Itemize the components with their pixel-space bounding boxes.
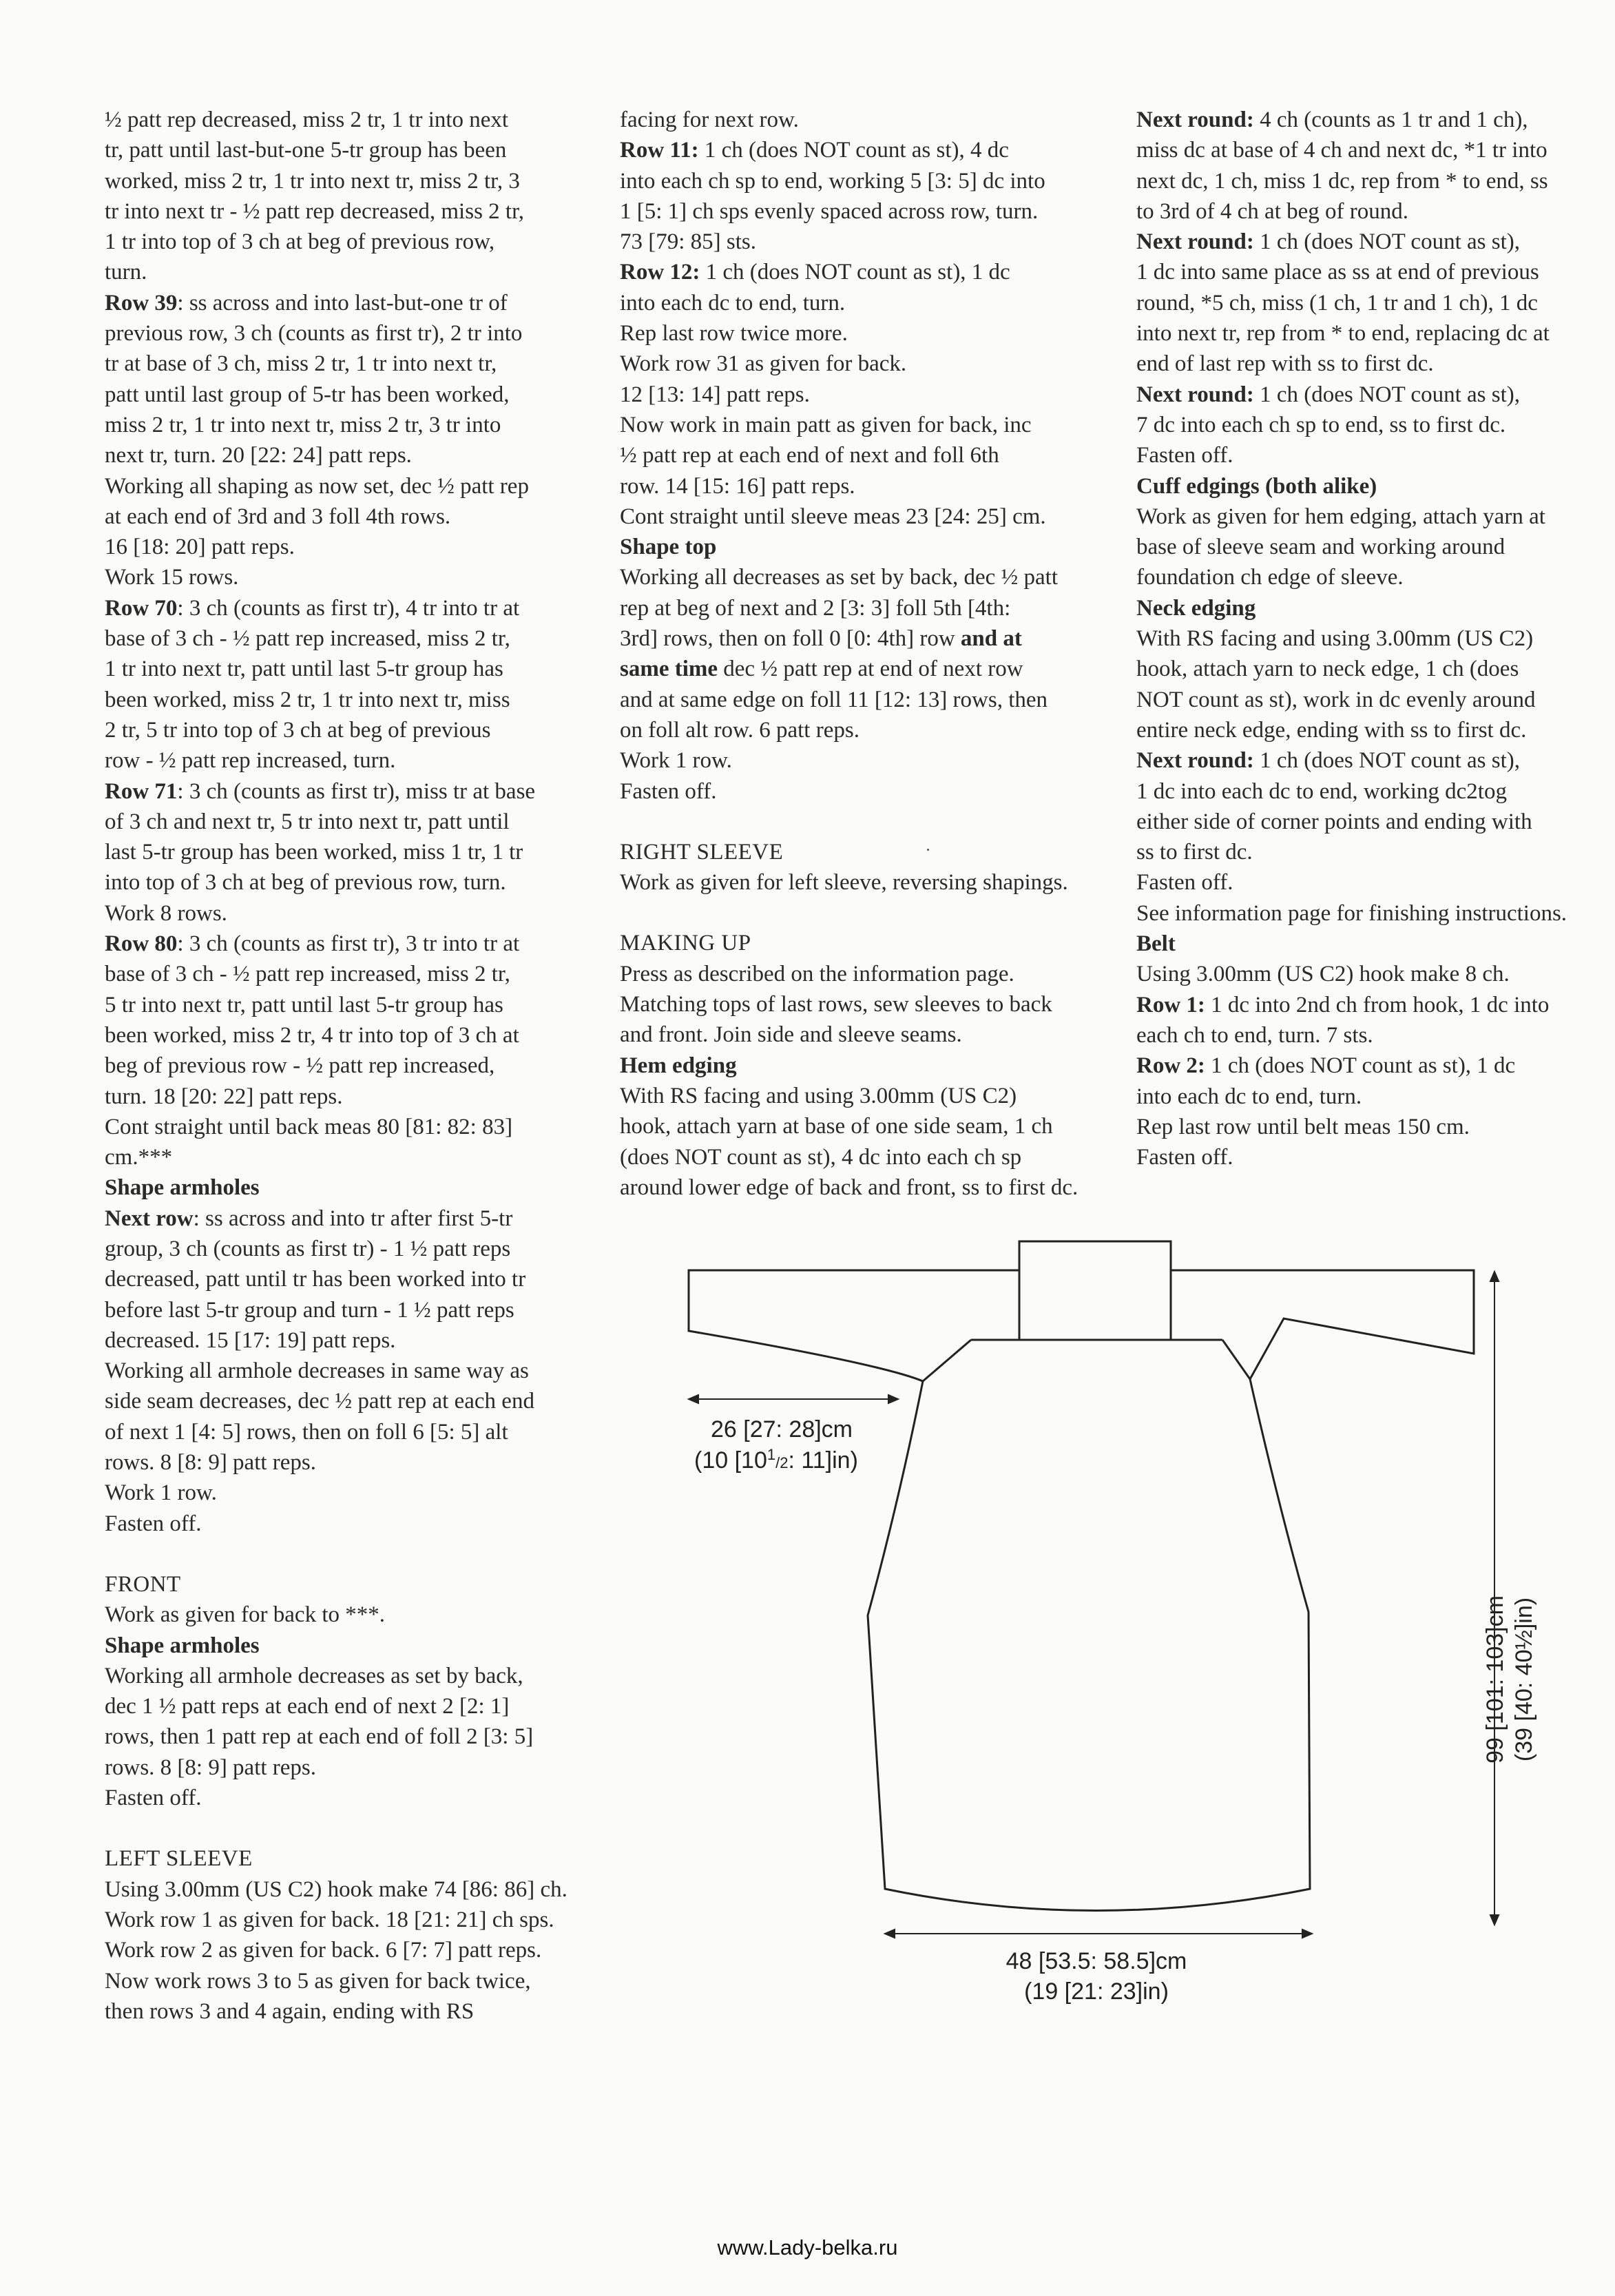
text-line bbox=[620, 196, 1116, 227]
text-line bbox=[1136, 685, 1615, 715]
text-line bbox=[620, 318, 1116, 349]
line-text: facing for next row. bbox=[620, 107, 799, 132]
line-text: Working all decreases as set by back, dec ½ patt bbox=[620, 565, 1059, 590]
line-text: and at same edge on foll 11 [12: 13] rows, then bbox=[620, 687, 1048, 712]
line-text: on foll alt row. 6 patt reps. bbox=[620, 717, 859, 743]
text-line bbox=[1136, 318, 1615, 349]
line-text: Work as given for back to ***. bbox=[105, 1602, 385, 1628]
bold-label: Row 2: bbox=[1136, 1053, 1205, 1079]
line-text: 1 dc into 2nd ch from hook, 1 dc into bbox=[1205, 992, 1550, 1017]
text-line bbox=[105, 1874, 594, 1905]
line-text: With RS facing and using 3.00mm (US C2) bbox=[620, 1083, 1017, 1108]
line-text: 1 ch (does NOT count as st), 1 dc bbox=[1205, 1053, 1516, 1079]
line-text: decreased, patt until tr has been worked into tr bbox=[105, 1267, 526, 1292]
subheading bbox=[1136, 471, 1615, 501]
text-line bbox=[105, 1417, 594, 1447]
text-line bbox=[1136, 257, 1615, 287]
text-line bbox=[105, 105, 594, 135]
text-line bbox=[105, 1234, 594, 1264]
text-line bbox=[1136, 898, 1615, 929]
line-text: group, 3 ch (counts as first tr) - 1 ½ patt reps bbox=[105, 1236, 511, 1261]
line-text: base of 3 ch - ½ patt rep increased, miss 2 tr, bbox=[105, 962, 510, 987]
text-line bbox=[105, 715, 594, 745]
text-line bbox=[105, 196, 594, 227]
line-text: side seam decreases, dec ½ patt rep at each end bbox=[105, 1389, 534, 1414]
line-text: worked, miss 2 tr, 1 tr into next tr, miss 2 tr, 3 bbox=[105, 168, 520, 194]
text-line bbox=[105, 1996, 594, 2027]
text-line bbox=[105, 1142, 594, 1172]
line-text: Press as described on the information page. bbox=[620, 961, 1014, 986]
line-text: 16 [18: 20] patt reps. bbox=[105, 535, 295, 560]
text-line bbox=[105, 532, 594, 562]
line-text: of next 1 [4: 5] rows, then on foll 6 [5: 5] alt bbox=[105, 1419, 508, 1445]
text-line bbox=[1136, 380, 1615, 410]
line-text: Rep last row until belt meas 150 cm. bbox=[1136, 1114, 1470, 1139]
line-text: into each ch sp to end, working 5 [3: 5] dc into bbox=[620, 168, 1045, 194]
text-line bbox=[105, 1600, 594, 1630]
text-line bbox=[620, 227, 1116, 257]
line-text: and front. Join side and sleeve seams. bbox=[620, 1022, 962, 1048]
text-line bbox=[105, 1478, 594, 1508]
line-text: Rep last row twice more. bbox=[620, 321, 848, 347]
text-line bbox=[1136, 349, 1615, 379]
text-line bbox=[105, 1325, 594, 1356]
line-text: entire neck edge, ending with ss to first dc. bbox=[1136, 717, 1527, 743]
line-text: Working all armhole decreases in same way as bbox=[105, 1358, 529, 1384]
line-text: of 3 ch and next tr, 5 tr into next tr, patt until bbox=[105, 809, 510, 834]
bold-label: Shape armholes bbox=[105, 1633, 260, 1658]
line-text: With RS facing and using 3.00mm (US C2) bbox=[1136, 626, 1534, 652]
bold-label: same time bbox=[620, 656, 718, 682]
bold-label: Hem edging bbox=[620, 1053, 737, 1078]
bold-label: Row 80 bbox=[105, 931, 178, 957]
text-line bbox=[1136, 532, 1615, 562]
text-line bbox=[620, 440, 1116, 470]
bold-label: Next round: bbox=[1136, 748, 1254, 774]
bold-label: Row 39 bbox=[105, 290, 178, 316]
text-line bbox=[105, 1661, 594, 1691]
bold-label: Row 71 bbox=[105, 778, 178, 804]
line-text: hook, attach yarn to neck edge, 1 ch (does bbox=[1136, 656, 1519, 682]
line-text: then rows 3 and 4 again, ending with RS bbox=[105, 1998, 475, 2024]
line-text: 1 tr into top of 3 ch at beg of previous row, bbox=[105, 229, 495, 255]
armhole-seam-right bbox=[1222, 1340, 1250, 1379]
text-line bbox=[105, 1721, 594, 1752]
line-text: next tr, turn. 20 [22: 24] patt reps. bbox=[105, 443, 412, 468]
bold-label: Row 11: bbox=[620, 138, 699, 163]
subheading bbox=[1136, 929, 1615, 959]
line-text: Work row 2 as given for back. 6 [7: 7] patt reps. bbox=[105, 1938, 542, 1963]
line-text: : ss across and into last-but-one tr of bbox=[177, 290, 508, 316]
section-heading: RIGHT SLEEVE bbox=[620, 839, 784, 865]
text-line bbox=[1136, 745, 1615, 776]
line-text: rep at beg of next and 2 [3: 3] foll 5th [4th: bbox=[620, 595, 1011, 621]
line-text: row. 14 [15: 16] patt reps. bbox=[620, 473, 855, 499]
subheading bbox=[620, 532, 1116, 562]
line-text: ½ patt rep at each end of next and foll 6th bbox=[620, 443, 999, 468]
text-column-3 bbox=[1136, 105, 1615, 1172]
text-line bbox=[620, 1081, 1116, 1111]
text-line bbox=[105, 257, 594, 287]
line-text: 1 ch (does NOT count as st), 4 dc bbox=[698, 138, 1009, 163]
bold-label: Cuff edgings (both alike) bbox=[1136, 473, 1377, 499]
line-text: end of last rep with ss to first dc. bbox=[1136, 351, 1434, 377]
text-line bbox=[105, 745, 594, 776]
line-text: : ss across and into tr after first 5-tr bbox=[193, 1206, 513, 1231]
spacer bbox=[620, 898, 1116, 928]
line-text: each ch to end, turn. 7 sts. bbox=[1136, 1022, 1373, 1048]
text-line bbox=[1136, 990, 1615, 1020]
spacer bbox=[105, 1539, 594, 1569]
text-line bbox=[1136, 1051, 1615, 1081]
text-line bbox=[1136, 440, 1615, 470]
line-text: Work 15 rows. bbox=[105, 565, 239, 590]
line-text: patt until last group of 5-tr has been worked, bbox=[105, 382, 510, 407]
line-text: (does NOT count as st), 4 dc into each ch sp bbox=[620, 1144, 1022, 1170]
section-heading: MAKING UP bbox=[620, 931, 751, 956]
text-line bbox=[620, 867, 1116, 898]
line-text: into next tr, rep from * to end, replacing dc at bbox=[1136, 321, 1550, 347]
line-text: turn. bbox=[105, 260, 147, 285]
bold-label: Neck edging bbox=[1136, 595, 1256, 621]
line-text: 1 ch (does NOT count as st), bbox=[1253, 748, 1520, 774]
text-line bbox=[1136, 959, 1615, 989]
bold-label: Belt bbox=[1136, 931, 1176, 957]
text-line bbox=[105, 1752, 594, 1783]
text-line bbox=[105, 654, 594, 684]
text-line bbox=[1136, 166, 1615, 196]
line-text: turn. 18 [20: 22] patt reps. bbox=[105, 1084, 343, 1109]
text-line bbox=[105, 318, 594, 349]
line-text: beg of previous row - ½ patt rep increased, bbox=[105, 1053, 495, 1079]
text-line bbox=[1136, 776, 1615, 807]
spacer bbox=[620, 807, 1116, 837]
line-text: row - ½ patt rep increased, turn. bbox=[105, 748, 396, 774]
line-text: 1 dc into each dc to end, working dc2tog bbox=[1136, 778, 1507, 804]
text-line bbox=[105, 380, 594, 410]
text-line bbox=[1136, 288, 1615, 318]
text-line bbox=[105, 288, 594, 318]
text-line bbox=[620, 380, 1116, 410]
line-text: dec ½ patt rep at end of next row bbox=[718, 656, 1023, 682]
line-text: rows. 8 [8: 9] patt reps. bbox=[105, 1755, 317, 1780]
line-text: Work 8 rows. bbox=[105, 900, 227, 926]
line-text: tr into next tr - ½ patt rep decreased, miss 2 tr, bbox=[105, 198, 525, 224]
text-line bbox=[620, 257, 1116, 287]
subheading bbox=[620, 1051, 1116, 1081]
line-text: hook, attach yarn at base of one side seam, 1 ch bbox=[620, 1114, 1053, 1139]
spacer bbox=[105, 1813, 594, 1843]
line-text: : 3 ch (counts as first tr), miss tr at base bbox=[177, 778, 536, 804]
text-line bbox=[1136, 867, 1615, 898]
line-text: 7 dc into each ch sp to end, ss to first dc. bbox=[1136, 412, 1506, 437]
text-line bbox=[1136, 227, 1615, 257]
text-line bbox=[105, 1082, 594, 1112]
text-line bbox=[1136, 623, 1615, 654]
subheading bbox=[1136, 593, 1615, 623]
line-text: previous row, 3 ch (counts as first tr), 2 tr into bbox=[105, 321, 523, 347]
line-text: 1 ch (does NOT count as st), bbox=[1253, 229, 1520, 255]
text-line bbox=[620, 166, 1116, 196]
line-text: Matching tops of last rows, sew sleeves to back bbox=[620, 992, 1052, 1017]
line-text: Cont straight until back meas 80 [81: 82: 83] bbox=[105, 1114, 513, 1139]
line-text: 4 ch (counts as 1 tr and 1 ch), bbox=[1253, 107, 1528, 132]
text-line bbox=[1136, 1020, 1615, 1051]
text-line bbox=[105, 776, 594, 807]
bold-label: Next round: bbox=[1136, 107, 1254, 132]
line-text: been worked, miss 2 tr, 4 tr into top of 3 ch at bbox=[105, 1022, 519, 1048]
bold-label: Row 1: bbox=[1136, 992, 1205, 1017]
text-line bbox=[105, 898, 594, 929]
line-text: 5 tr into next tr, patt until last 5-tr group has bbox=[105, 992, 503, 1017]
line-text: cm.*** bbox=[105, 1145, 173, 1170]
text-line bbox=[1136, 196, 1615, 227]
line-text: Work as given for left sleeve, reversing shapings. bbox=[620, 870, 1068, 896]
bold-label: Row 70 bbox=[105, 595, 178, 621]
line-text: rows. 8 [8: 9] patt reps. bbox=[105, 1450, 317, 1476]
text-line bbox=[1136, 410, 1615, 440]
text-line bbox=[620, 288, 1116, 318]
text-line bbox=[105, 593, 594, 623]
line-text: ½ patt rep decreased, miss 2 tr, 1 tr into next bbox=[105, 107, 509, 132]
text-line bbox=[1136, 837, 1615, 867]
text-line bbox=[105, 1783, 594, 1813]
text-line bbox=[620, 715, 1116, 745]
length-in-label: (39 [40: 40½]in) bbox=[1511, 1597, 1537, 1762]
line-text: 1 dc into same place as ss at end of previous bbox=[1136, 260, 1539, 285]
line-text: Fasten off. bbox=[105, 1786, 202, 1811]
line-text: 1 ch (does NOT count as st), 1 dc bbox=[700, 260, 1010, 285]
text-line bbox=[105, 990, 594, 1020]
text-line bbox=[1136, 135, 1615, 165]
text-line bbox=[105, 1112, 594, 1142]
text-line bbox=[620, 410, 1116, 440]
line-text: either side of corner points and ending with bbox=[1136, 809, 1532, 834]
line-text: Fasten off. bbox=[1136, 1145, 1233, 1170]
bold-label: Row 12: bbox=[620, 260, 700, 285]
section-heading: FRONT bbox=[105, 1571, 181, 1597]
hem-cm-label: 48 [53.5: 58.5]cm bbox=[1006, 1948, 1187, 1974]
line-text: See information page for finishing instructions. bbox=[1136, 900, 1567, 926]
dress-outline bbox=[689, 1241, 1474, 1911]
line-text: 2 tr, 5 tr into top of 3 ch at beg of previous bbox=[105, 717, 491, 743]
line-text: Using 3.00mm (US C2) hook make 74 [86: 86] ch. bbox=[105, 1876, 567, 1902]
line-text: Working all shaping as now set, dec ½ patt rep bbox=[105, 473, 529, 499]
text-line bbox=[105, 1935, 594, 1965]
length-cm-label: 99 [101: 103]cm bbox=[1482, 1595, 1508, 1764]
line-text: miss 2 tr, 1 tr into next tr, miss 2 tr, 3 tr into bbox=[105, 412, 501, 437]
line-text: around lower edge of back and front, ss to first dc. bbox=[620, 1175, 1079, 1200]
text-line bbox=[620, 501, 1116, 532]
text-line bbox=[105, 623, 594, 654]
text-line bbox=[105, 410, 594, 440]
bold-label: Shape armholes bbox=[105, 1175, 260, 1201]
line-text: into top of 3 ch at beg of previous row, turn. bbox=[105, 870, 506, 896]
line-text: to 3rd of 4 ch at beg of round. bbox=[1136, 198, 1408, 224]
line-text: tr, patt until last-but-one 5-tr group has been bbox=[105, 138, 507, 163]
line-text: Work row 31 as given for back. bbox=[620, 351, 907, 377]
line-text: Now work rows 3 to 5 as given for back twice, bbox=[105, 1968, 531, 1994]
text-line bbox=[620, 959, 1116, 989]
line-text: : 3 ch (counts as first tr), 3 tr into tr at bbox=[177, 931, 520, 957]
line-text: 3rd] rows, then on foll 0 [0: 4th] row bbox=[620, 626, 961, 652]
line-text: NOT count as st), work in dc evenly around bbox=[1136, 687, 1536, 712]
line-text: foundation ch edge of sleeve. bbox=[1136, 565, 1404, 590]
line-text: Fasten off. bbox=[1136, 443, 1233, 468]
bold-label: and at bbox=[960, 626, 1022, 652]
text-line bbox=[1136, 562, 1615, 592]
line-text: Fasten off. bbox=[1136, 870, 1233, 896]
text-line bbox=[105, 135, 594, 165]
print-speck bbox=[927, 849, 929, 851]
line-text: 73 [79: 85] sts. bbox=[620, 229, 756, 255]
line-text: 1 ch (does NOT count as st), bbox=[1253, 382, 1520, 407]
line-text: round, *5 ch, miss (1 ch, 1 tr and 1 ch), 1 dc bbox=[1136, 290, 1538, 316]
text-line bbox=[105, 1966, 594, 1996]
text-line bbox=[620, 1172, 1116, 1203]
text-line bbox=[620, 135, 1116, 165]
line-text: miss dc at base of 4 ch and next dc, *1 tr into bbox=[1136, 138, 1548, 163]
line-text: Cont straight until sleeve meas 23 [24: 25] cm. bbox=[620, 504, 1046, 529]
sleeve-cm-label: 26 [27: 28]cm bbox=[711, 1416, 853, 1442]
text-line bbox=[620, 562, 1116, 592]
line-text: tr at base of 3 ch, miss 2 tr, 1 tr into next tr, bbox=[105, 351, 497, 377]
text-line bbox=[105, 349, 594, 379]
text-line bbox=[620, 1111, 1116, 1141]
text-line bbox=[105, 440, 594, 470]
line-text: 1 tr into next tr, patt until last 5-tr group has bbox=[105, 656, 503, 682]
line-text: into each dc to end, turn. bbox=[1136, 1084, 1362, 1109]
text-line bbox=[620, 349, 1116, 379]
footer-url: www.Lady-belka.ru bbox=[717, 2235, 898, 2259]
text-line bbox=[105, 227, 594, 257]
garment-schematic bbox=[661, 1226, 1584, 2018]
text-line bbox=[1136, 715, 1615, 745]
text-line bbox=[620, 654, 1116, 684]
text-line bbox=[1136, 1142, 1615, 1172]
line-text: Working all armhole decreases as set by back, bbox=[105, 1663, 523, 1688]
line-text: before last 5-tr group and turn - 1 ½ patt reps bbox=[105, 1297, 514, 1323]
line-text: base of 3 ch - ½ patt rep increased, miss 2 tr, bbox=[105, 626, 510, 652]
text-line bbox=[105, 837, 594, 867]
subheading bbox=[105, 1631, 594, 1661]
text-line bbox=[620, 1142, 1116, 1172]
line-text: dec 1 ½ patt reps at each end of next 2 [2: 1] bbox=[105, 1694, 510, 1719]
text-line bbox=[1136, 105, 1615, 135]
line-text: Work 1 row. bbox=[105, 1480, 217, 1506]
text-column-2 bbox=[620, 105, 1116, 1203]
line-text: Now work in main patt as given for back, inc bbox=[620, 412, 1032, 437]
text-line bbox=[105, 562, 594, 592]
text-line bbox=[105, 867, 594, 898]
bold-label: Next row bbox=[105, 1206, 194, 1231]
line-text: : 3 ch (counts as first tr), 4 tr into tr at bbox=[177, 595, 520, 621]
text-line bbox=[1136, 1082, 1615, 1112]
text-line bbox=[105, 471, 594, 501]
line-text: 12 [13: 14] patt reps. bbox=[620, 382, 810, 407]
text-line bbox=[620, 776, 1116, 807]
text-line bbox=[620, 1020, 1116, 1050]
text-line bbox=[620, 623, 1116, 654]
line-text: last 5-tr group has been worked, miss 1 tr, 1 tr bbox=[105, 840, 523, 865]
line-text: ss to first dc. bbox=[1136, 840, 1253, 865]
bold-label: Shape top bbox=[620, 535, 717, 560]
line-text: Fasten off. bbox=[105, 1511, 202, 1536]
section-heading: LEFT SLEEVE bbox=[105, 1846, 253, 1872]
text-line bbox=[105, 1509, 594, 1539]
line-text: into each dc to end, turn. bbox=[620, 290, 846, 316]
text-line bbox=[105, 1386, 594, 1416]
text-line bbox=[105, 1051, 594, 1081]
text-line bbox=[620, 593, 1116, 623]
text-line bbox=[620, 989, 1116, 1020]
armhole-seam-left bbox=[923, 1340, 971, 1381]
text-line bbox=[105, 685, 594, 715]
line-text: base of sleeve seam and working around bbox=[1136, 535, 1505, 560]
line-text: Work as given for hem edging, attach yarn at bbox=[1136, 504, 1545, 529]
text-line bbox=[105, 1356, 594, 1386]
text-line bbox=[105, 1295, 594, 1325]
sleeve-in-label: (10 [$10^1_{/2}$: 11]in) bbox=[694, 1446, 858, 1473]
text-line bbox=[105, 1264, 594, 1294]
text-line bbox=[105, 959, 594, 989]
line-text: decreased. 15 [17: 19] patt reps. bbox=[105, 1327, 396, 1353]
text-line bbox=[105, 166, 594, 196]
text-line bbox=[620, 471, 1116, 501]
text-column-1 bbox=[105, 105, 594, 2027]
text-line bbox=[105, 1447, 594, 1478]
line-text: next dc, 1 ch, miss 1 dc, rep from * to end, ss bbox=[1136, 168, 1548, 194]
text-line bbox=[1136, 1112, 1615, 1142]
line-text: Fasten off. bbox=[620, 778, 717, 804]
text-line bbox=[620, 745, 1116, 776]
text-line bbox=[105, 501, 594, 532]
text-line bbox=[105, 929, 594, 959]
bold-label: Next round: bbox=[1136, 382, 1254, 407]
subheading bbox=[105, 1172, 594, 1203]
text-line bbox=[1136, 807, 1615, 837]
text-line bbox=[1136, 654, 1615, 684]
text-line bbox=[105, 1020, 594, 1051]
text-line bbox=[105, 1691, 594, 1721]
line-text: Work 1 row. bbox=[620, 748, 732, 774]
text-line bbox=[1136, 501, 1615, 532]
bold-label: Next round: bbox=[1136, 229, 1254, 255]
text-line bbox=[620, 685, 1116, 715]
line-text: at each end of 3rd and 3 foll 4th rows. bbox=[105, 504, 451, 529]
line-text: rows, then 1 patt rep at each end of foll 2 [3: 5] bbox=[105, 1724, 534, 1750]
line-text: Using 3.00mm (US C2) hook make 8 ch. bbox=[1136, 962, 1510, 987]
text-line bbox=[620, 105, 1116, 135]
text-line bbox=[105, 1203, 594, 1234]
text-line bbox=[105, 807, 594, 837]
text-line bbox=[105, 1905, 594, 1935]
line-text: 1 [5: 1] ch sps evenly spaced across row, turn. bbox=[620, 198, 1039, 224]
hem-in-label: (19 [21: 23]in) bbox=[1024, 1978, 1169, 2005]
line-text: Work row 1 as given for back. 18 [21: 21] ch sps. bbox=[105, 1907, 554, 1932]
line-text: been worked, miss 2 tr, 1 tr into next tr, miss bbox=[105, 687, 510, 712]
